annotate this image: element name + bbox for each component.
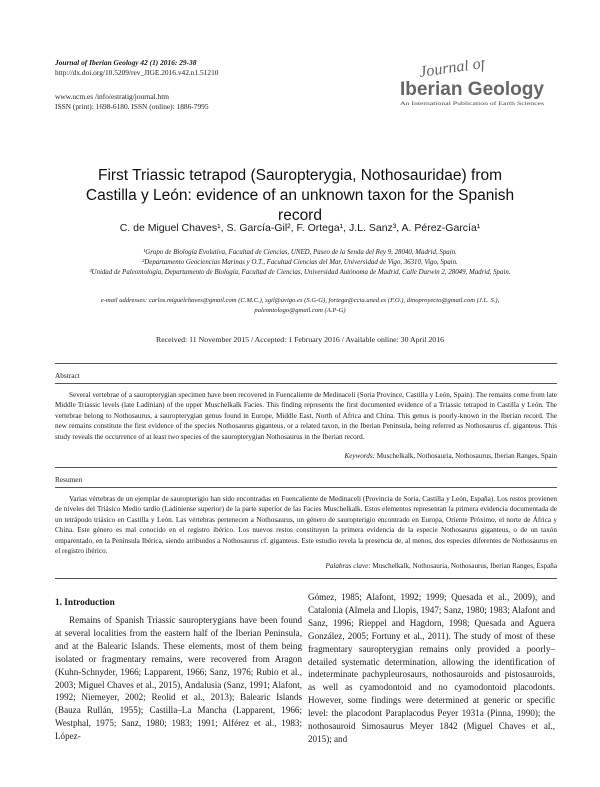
keywords-label: Keywords: [344,452,375,460]
author-list: C. de Miguel Chaves¹, S. García-Gil², F. Ortega¹, J.L. Sanz³, A. Pérez-García¹ [119,222,481,234]
doi-link[interactable]: http://dx.doi.org/10.5209/rev_JIGE.2016.v42.n1.51210 [55,67,219,77]
logo-top-text: Journal of [418,60,487,81]
palabras-clave-label: Palabras clave: [325,562,371,570]
divider [55,578,557,579]
abstract-heading: Abstract [55,371,80,380]
paper-title: First Triassic tetrapod (Sauropterygia, Nothosauridae) from Castilla y León: evidence of an unknown taxon for the Spanish record [85,167,515,224]
journal-header [55,58,218,77]
divider [55,363,557,364]
publication-dates: Received: 11 November 2015 / Accepted: 1 February 2016 / Available online: 30 April 2016 [156,335,444,344]
resumen-keywords [326,562,558,570]
keywords-value: Muschelkalk, Nothosauria, Nothosaurus, Iberian Ranges, Spain [376,452,557,460]
affiliation-2: ²Departamento Geociencias Marinas y O.T., Facultad Ciencias del Mar, Universidad de Vigo, 36310, Vigo, Spain. [142,259,458,267]
divider [55,487,557,488]
affiliation-3: ³Unidad de Paleontología, Departamento de Biología, Facultad de Ciencias, Universidad Autónoma de Madrid, Calle Darwin 2, 28049, Madrid, Spain. [89,269,511,277]
abstract-text: Several vertebrae of a sauropterygian specimen have been recovered in Fuencaliente de Medinaceli (Soria Province, Castilla y León, Spain). The remains come from late Middle Triassic levels (late Ladinian) of the upper Muschelkalk Facies. This finding represents the first documented evidence of a Triassic tetrapod in Castilla y León. The vertebrae belong to Nothosaurus, a sauropterygian genus found in Europe, Middle East, North of Africa and China. This genus is poorly-known in the Iberian record. The new remains constitute the first evidence of the species Nothosaurus giganteus, or a related taxon, in the Iberian Peninsula, being referred as Nothosaurus cf. giganteus. This study reveals the occurrence of at least two species of the sauropterygian Nothosaurus in the Iberian record. [55,391,557,441]
divider [55,467,557,468]
journal-logo-graphic [398,60,546,110]
email-addresses: e-mail addresses: carlos.miguelchaves@gmail.com (C.M.C.), sgil@uvigo.es (S.G-G), fortega@ccia.uned.es (F.O.), dinoproyecto@gmail.com (J.L. S.), paleontologo@gmail.com (A.P-G) [100,297,500,314]
affiliation-1: ¹Grupo de Biología Evolutiva, Facultad de Ciencias, UNED, Paseo de la Senda del Rey 9, 28040, Madrid, Spain. [143,249,457,256]
journal-logo [398,60,546,110]
section-heading: 1. Introduction [55,598,115,608]
body-column-right: Gómez, 1985; Alafont, 1992; 1999; Quesada et al., 2009), and Catalonia (Almela and Llopis, 1947; Sanz, 1980; 1983; Alafont and Sanz, 1996; Rieppel and Hagdorn, 1998; Quesada and Aguera González, 2005; Fortuny et al., 2011). The study of most of these fragmentary sauropterygian remains only provided a poorly–detailed systematic determination, allowing the identification of indeterminate pachypleurosaurs, nothosauroids and pistosauroids, as well as cyamodontoid and no cyamodontoid placodonts. However, some findings were determined at generic or specific level: the placodont Paraplacodus Peyer 1931a (Pinna, 1990); the nothosauroid Simosaurus Meyer 1842 (Miguel Chaves et al., 2015); and [308,592,555,744]
journal-citation: Journal of Iberian Geology 42 (1) 2016: 29-38 [55,58,197,67]
affiliations [70,248,530,279]
resumen-heading: Resumen [55,475,83,484]
journal-info [55,92,209,111]
issn: ISSN (print): 1698-6180. ISSN (online): 1886-7995 [55,101,209,111]
logo-main-text: Iberian Geology [400,79,545,100]
resumen-text: Varias vértebras de un ejemplar de sauropterigio han sido encontradas en Fuencaliente de Medinaceli (Provincia de Soria, Castilla y León, España). Los restos provienen de niveles del Triásico Medio tardío (Ladiniense superior) de la parte superior de las Facies Muschelkalk. Estos elementos representan la primera evidencia documentada de un tetrápodo triásico en Castilla y León. Las vértebras pertenecen a Nothosaurus, un género de sauropterigio encontrado en Europa, Oriente Próximo, el norte de África y China. Este género es mal conocido en el registro ibérico. Los nuevos restos constituyen la primera evidencia de la especie Nothosaurus giganteus, o de un taxón emparentado, en la Península Ibérica, siendo atribuidos a Nothosaurus cf. giganteus. Este estudio revela la presencia de, al menos, dos especies diferentes de Nothosaurus en el registro ibérico. [55,495,557,556]
journal-url[interactable]: www.ucm.es /info/estratig/journal.htm [55,92,170,101]
abstract-keywords [344,452,557,460]
palabras-clave-value: Muschelkalk, Nothosauria, Nothosaurus, Iberian Ranges, España [372,562,557,570]
divider [55,383,557,384]
logo-sub-text: An International Publication of Earth Sciences [400,102,545,107]
body-column-left: Remains of Spanish Triassic sauropterygians have been found at several localities from the eastern half of the Iberian Peninsula, and at the Balearic Islands. These elements, most of them being isolated or fragmentary remains, were recovered from Aragon (Kuhn-Schnyder, 1966; Lapparent, 1966; Sanz, 1976; Rubio et al., 2003; Miguel Chaves et al., 2015), Andalusia (Sanz, 1991; Alafont, 1992; Niemeyer, 2002; Reolid et al., 2013); Balearic Islands (Bauza Rullán, 1955); Castilla–La Mancha (Lapparent, 1966; Westphal, 1975; Sanz, 1980; 1983; 1991; Alférez et al., 1983; López- [55,615,302,742]
